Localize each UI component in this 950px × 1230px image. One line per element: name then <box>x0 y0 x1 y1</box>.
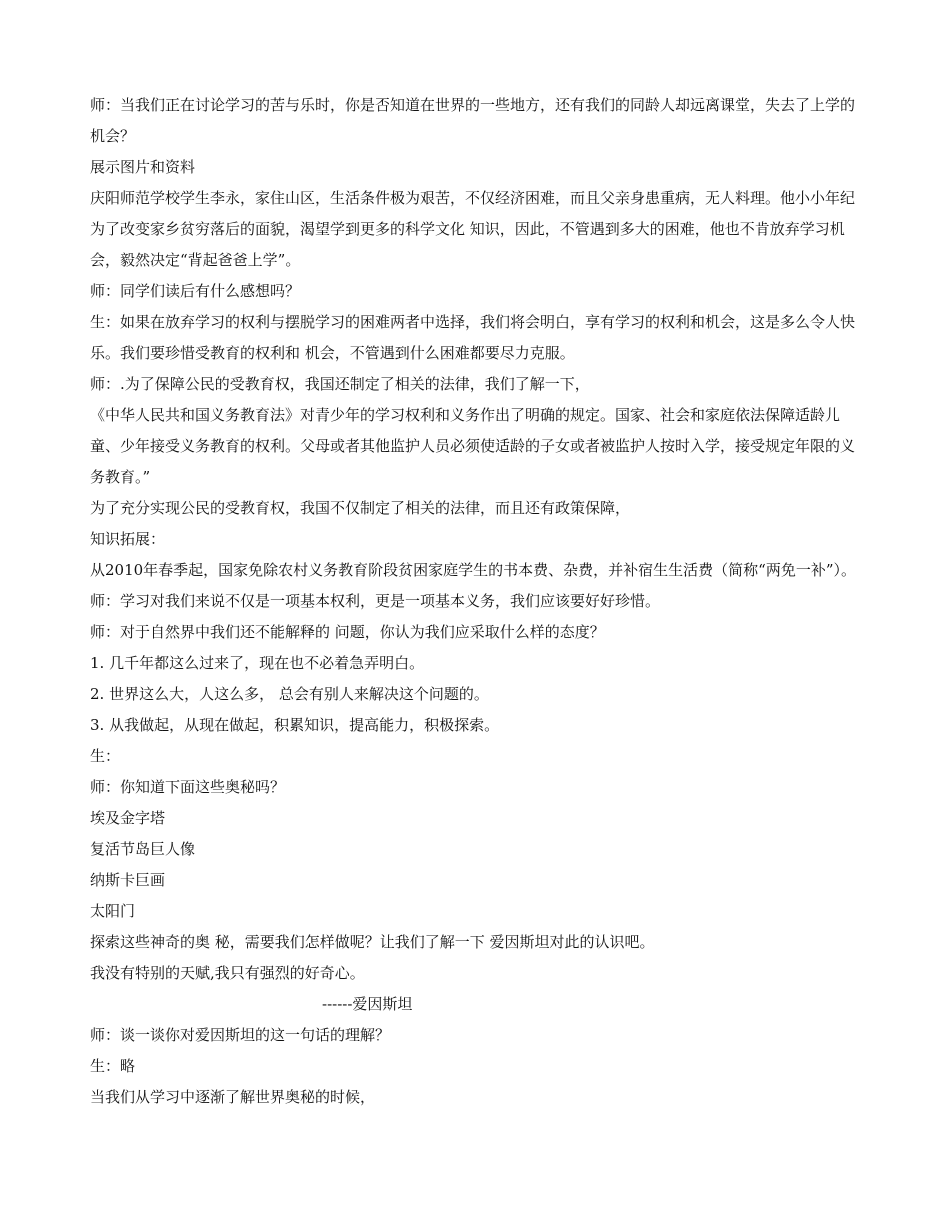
mystery-item: 太阳门 <box>90 902 136 920</box>
einstein-intro-paragraph: 探索这些神奇的奥 秘，需要我们怎样做呢？让我们了解一下 爱因斯坦对此的认识吧。 <box>90 933 655 951</box>
list-item: 3. 从我做起，从现在做起，积累知识，提高能力，积极探索。 <box>90 716 500 734</box>
mystery-item: 埃及金字塔 <box>90 809 166 827</box>
einstein-quote: 我没有特别的天赋,我只有强烈的好奇心。 <box>90 964 365 982</box>
story-paragraph: 庆阳师范学校学生李永，家住山区，生活条件极为艰苦，不仅经济困难，而且父亲身患重病，无人料理。他小小年纪为了改变家乡贫穷落后的面貌，渴望学到更多的科学文化 知识，因此，不管遇到多大的困难，他也不肯放弃学习机会，毅然决定“背起爸爸上学”。 <box>90 189 856 269</box>
list-item: 1. 几千年都这么过来了，现在也不必着急弄明白。 <box>90 654 425 672</box>
dialogue-teacher-attitude-question: 师：对于自然界中我们还不能解释的 问题，你认为我们应采取什么样的态度？ <box>90 623 605 641</box>
dialogue-teacher-reflect: 师：谈一谈你对爱因斯坦的这一句话的理解？ <box>90 1026 391 1044</box>
dialogue-student-omitted: 生：略 <box>90 1057 136 1075</box>
dialogue-teacher-duty: 师：学习对我们来说不仅是一项基本权利，更是一项基本义务，我们应该要好好珍惜。 <box>90 592 661 610</box>
dialogue-teacher-mysteries: 师：你知道下面这些奥秘吗？ <box>90 778 286 796</box>
dialogue-teacher-question: 师：当我们正在讨论学习的苦与乐时，你是否知道在世界的一些地方，还有我们的同龄人却远离课堂，失去了上学的机会？ <box>90 96 856 145</box>
dialogue-student-answer: 生：如果在放弃学习的权利与摆脱学习的困难两者中选择，我们将会明白，享有学习的权利和机会，这是多么令人快乐。我们要珍惜受教育的权利和 机会，不管遇到什么困难都要尽力克服。 <box>90 313 856 362</box>
knowledge-paragraph: 从2010年春季起，国家免除农村义务教育阶段贫困家庭学生的书本费、杂费，并补宿生生活费（简称“两免一补”）。 <box>90 561 857 579</box>
mystery-item: 纳斯卡巨画 <box>90 871 166 889</box>
quote-attribution: ------爱因斯坦 <box>322 995 413 1013</box>
mystery-item: 复活节岛巨人像 <box>90 840 196 858</box>
list-item: 2. 世界这么大，人这么多， 总会有别人来解决这个问题的。 <box>90 685 489 703</box>
dialogue-teacher-law-intro: 师：.为了保障公民的受教育权，我国还制定了相关的法律，我们了解一下， <box>90 375 590 393</box>
dialogue-student-blank: 生： <box>90 747 121 765</box>
section-label-knowledge: 知识拓展： <box>90 530 166 548</box>
closing-paragraph: 当我们从学习中逐渐了解世界奥秘的时候， <box>90 1088 376 1106</box>
law-quote-paragraph: 《中华人民共和国义务教育法》对青少年的学习权利和义务作出了明确的规定。国家、社会和家庭依法保障适龄儿童、少年接受义务教育的权利。父母或者其他监护人员必须使适龄的子女或者被监护人按时入学，接受规定年限的义务教育。” <box>90 406 856 486</box>
document-page <box>90 90 860 1113</box>
dialogue-teacher-prompt: 师：同学们读后有什么感想吗？ <box>90 282 301 300</box>
section-label-show-images: 展示图片和资料 <box>90 158 196 176</box>
policy-paragraph: 为了充分实现公民的受教育权，我国不仅制定了相关的法律，而且还有政策保障， <box>90 499 631 517</box>
